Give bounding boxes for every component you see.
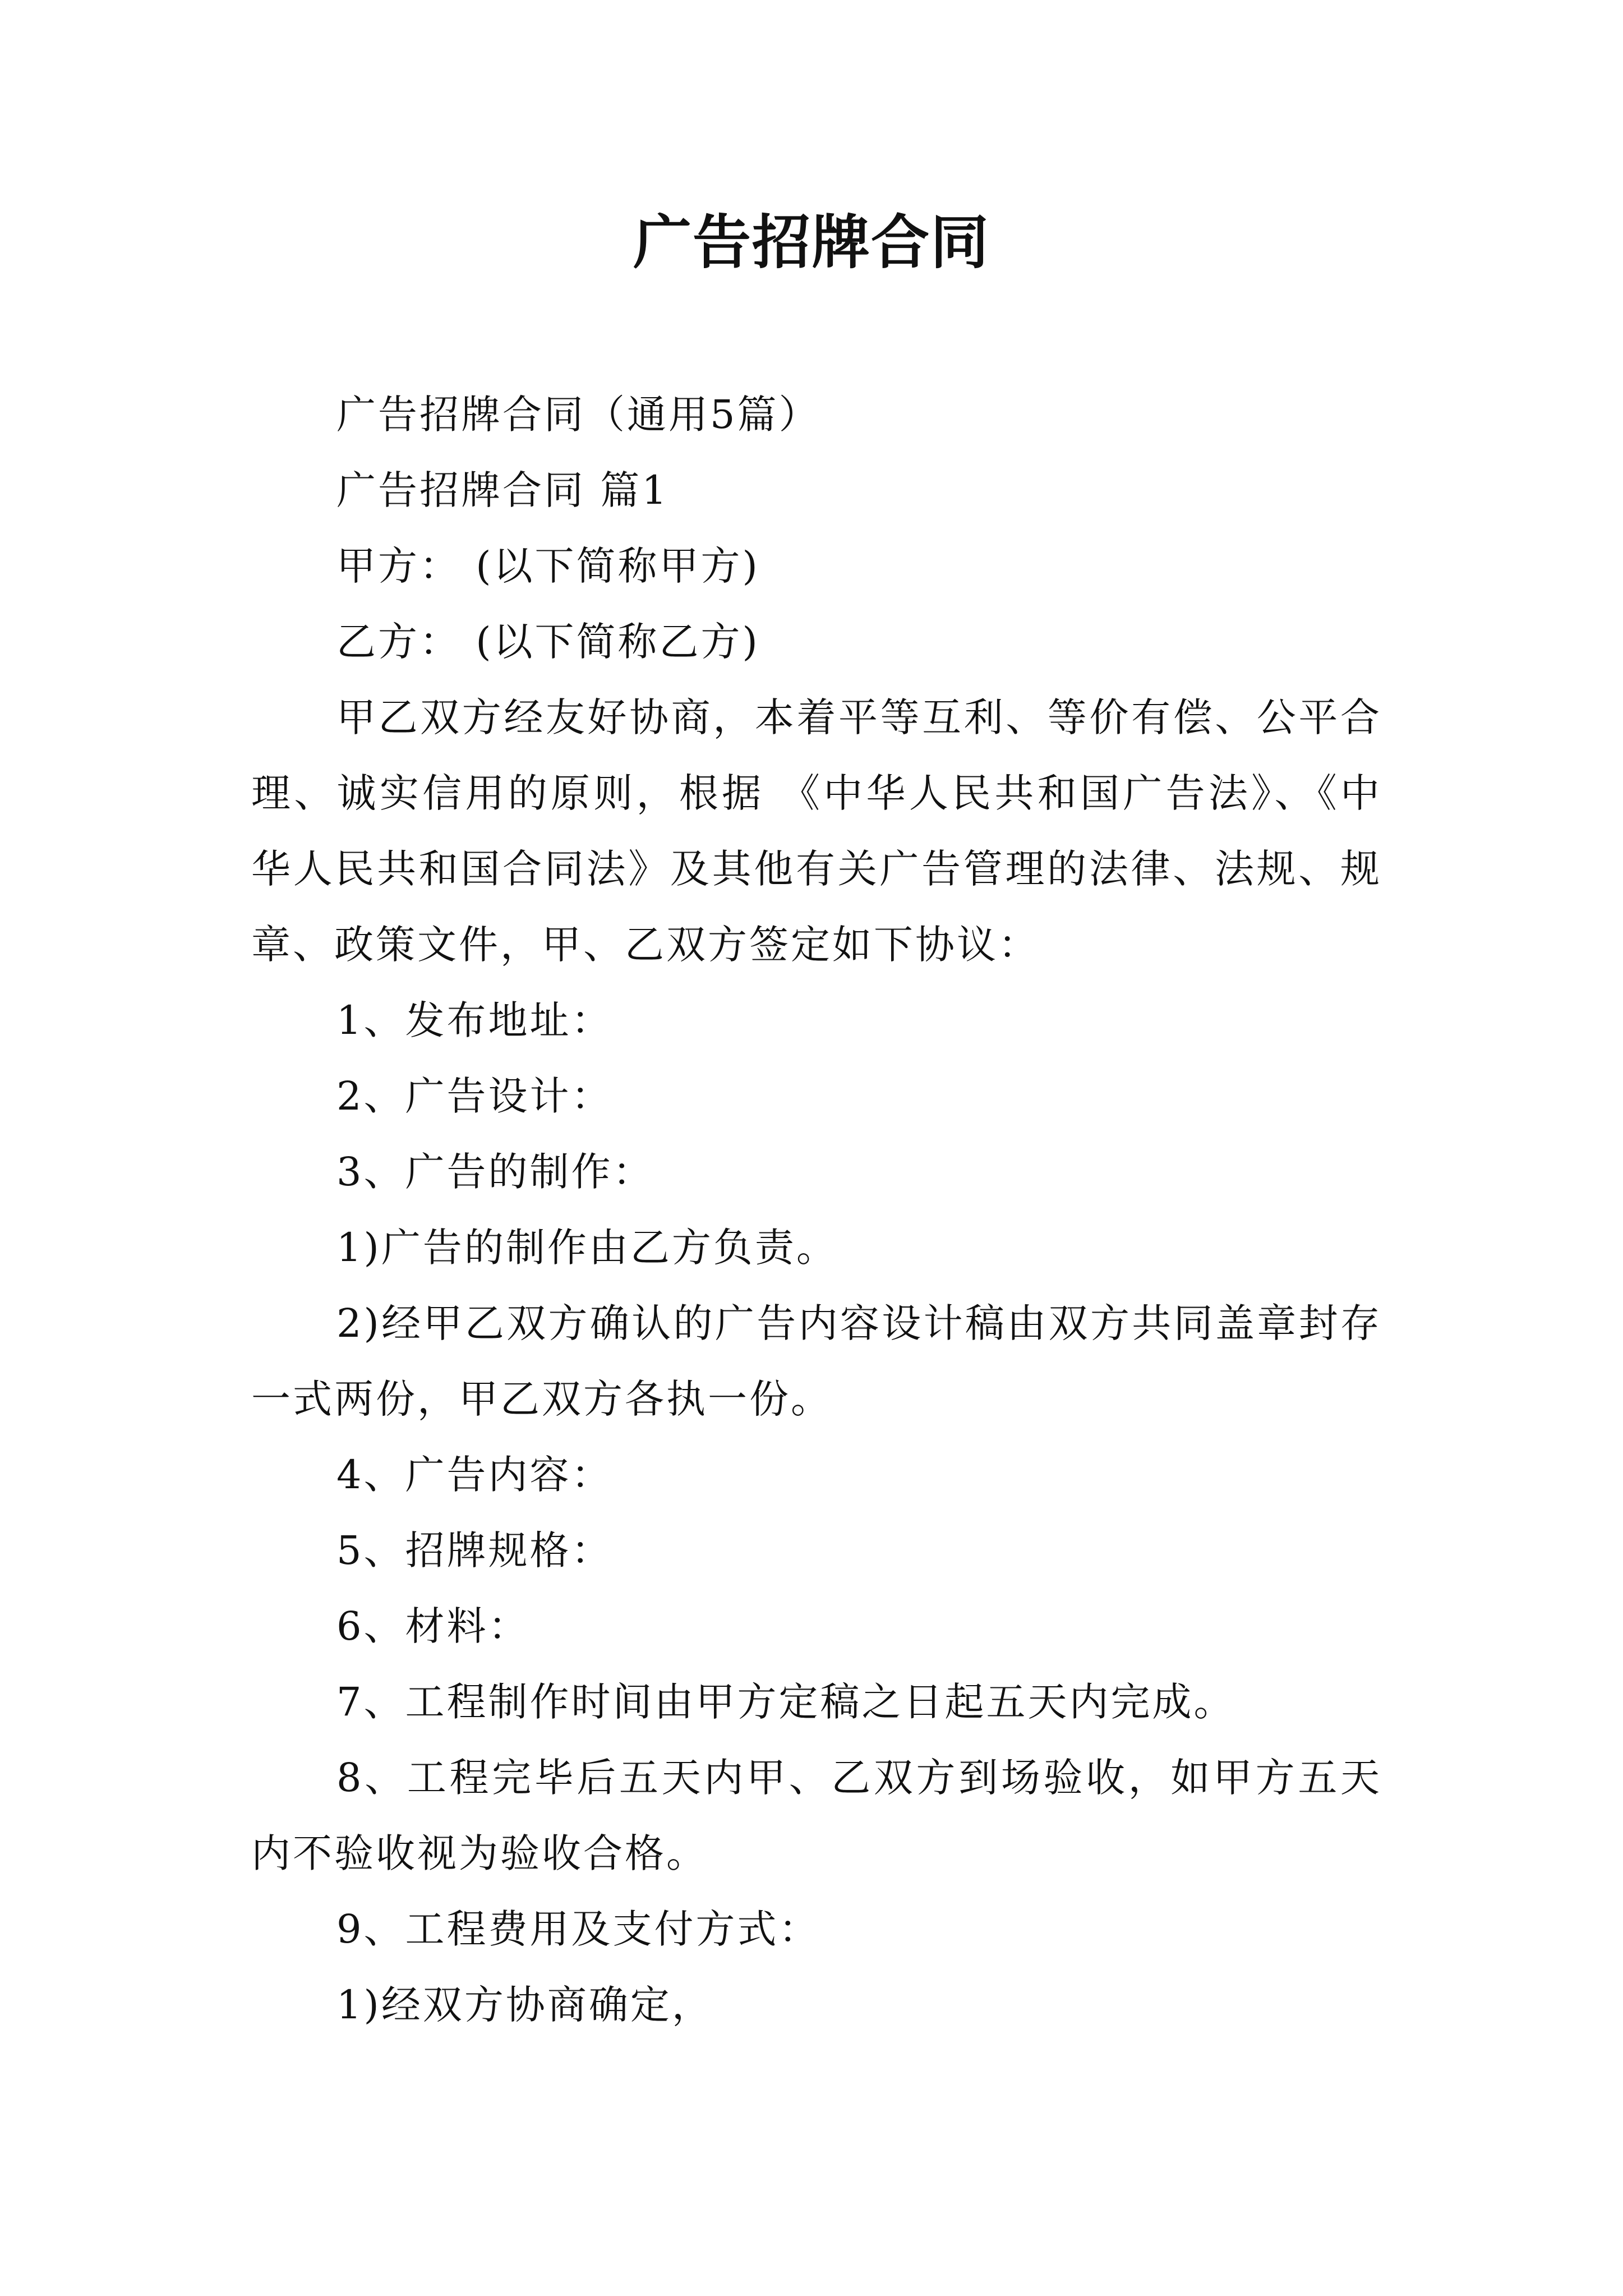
paragraph-party-a: 甲方： (以下简称甲方) <box>336 543 760 589</box>
paragraph-collection-title: 广告招牌合同（通用5篇） <box>336 392 820 438</box>
paragraph-item-3: 3、广告的制作： <box>336 1149 654 1195</box>
paragraph-preamble: 甲乙双方经友好协商，本着平等互利、等价有偿、公平合理、诚实信用的原则，根据 《中华人民共和国广告法》、《中华人民共和国合同法》及其他有关广告管理的法律、法规、规章、政策文件，甲、乙双方签定如下协议： <box>251 694 1382 968</box>
paragraph-item-6: 6、材料： <box>336 1603 530 1649</box>
paragraph-item-9-1: 1)经双方协商确定， <box>336 1982 713 2028</box>
paragraph-item-5: 5、招牌规格： <box>336 1527 613 1573</box>
document-title: 广告招牌合同 <box>633 208 990 277</box>
paragraph-item-2: 2、广告设计： <box>336 1073 613 1119</box>
paragraph-item-8: 8、工程完毕后五天内甲、乙双方到场验收，如甲方五天内不验收视为验收合格。 <box>251 1755 1382 1876</box>
paragraph-section-heading: 广告招牌合同 篇1 <box>336 467 669 513</box>
paragraph-item-9: 9、工程费用及支付方式： <box>336 1906 820 1952</box>
paragraph-item-4: 4、广告内容： <box>336 1452 613 1498</box>
paragraph-item-7: 7、工程制作时间由甲方定稿之日起五天内完成。 <box>336 1679 1235 1725</box>
document-body <box>251 377 1382 2043</box>
paragraph-item-3-1: 1)广告的制作由乙方负责。 <box>336 1225 838 1271</box>
paragraph-item-1: 1、发布地址： <box>336 997 613 1043</box>
paragraph-item-3-2: 2)经甲乙双方确认的广告内容设计稿由双方共同盖章封存一式两份，甲乙双方各执一份。 <box>251 1300 1382 1422</box>
paragraph-party-b: 乙方： (以下简称乙方) <box>336 619 760 665</box>
